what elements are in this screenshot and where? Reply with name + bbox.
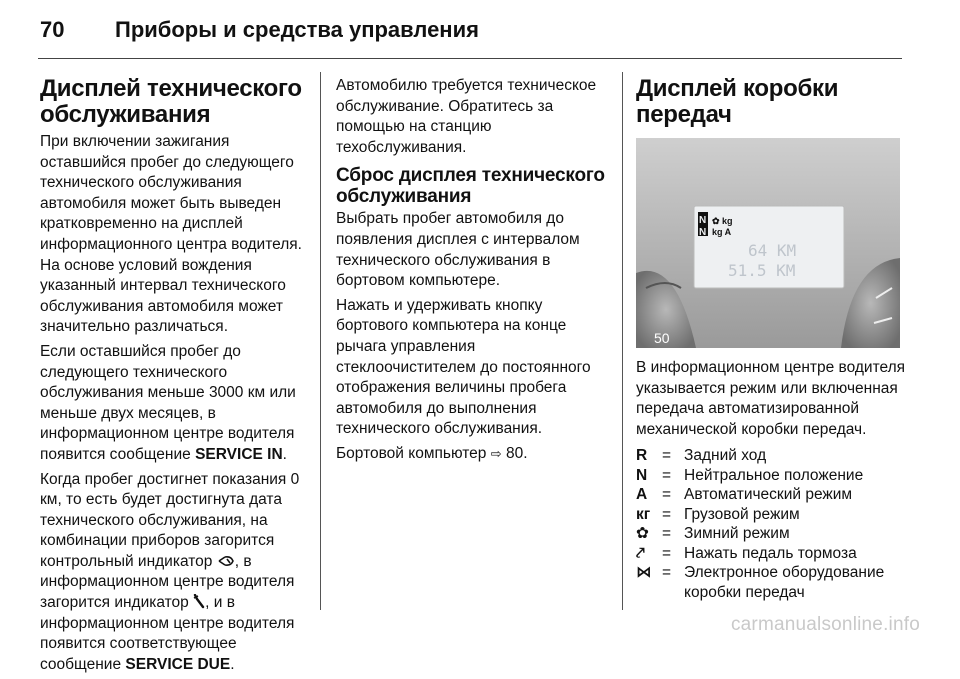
watermark: carmanualsonline.info xyxy=(730,614,920,635)
legend-equals: = xyxy=(662,486,672,504)
legend-equals: = xyxy=(662,505,672,523)
page-number: 70 xyxy=(40,17,65,42)
transmission-electronics-icon: ⋈ xyxy=(636,564,652,582)
page-reference-link[interactable]: 80. xyxy=(505,444,528,462)
legend-symbol: кг xyxy=(636,505,651,523)
svg-text:N: N xyxy=(699,227,707,238)
column-transmission-display xyxy=(636,76,906,602)
header-divider xyxy=(38,58,902,59)
legend-row xyxy=(636,485,906,505)
legend-row xyxy=(636,466,906,486)
display-line-1: 64 КМ xyxy=(748,241,797,260)
paragraph: Автомобилю требуется техническое обслуживание. Обратитесь за помощью на станцию техобслуживания. xyxy=(336,77,597,156)
legend-row xyxy=(636,544,906,564)
gear-legend xyxy=(636,446,906,602)
paragraph: Бортовой компьютер ⇨ 80. xyxy=(336,444,528,462)
legend-symbol: A xyxy=(636,486,648,504)
column-maintenance-reset xyxy=(336,76,606,469)
paragraph: При включении зажигания оставшийся пробег до следующего технического обслуживания автомобиля может быть выведен кратковременно на дисплей информационного центра водителя. На основе условий вождения указанный интервал технического обслуживания автомобиля может значительно различаться. xyxy=(40,133,302,336)
svg-text:N: N xyxy=(699,215,707,226)
legend-row xyxy=(636,505,906,525)
legend-equals: = xyxy=(662,447,672,465)
legend-text: Зимний режим xyxy=(684,525,790,543)
legend-text: Нейтральное положение xyxy=(684,466,864,484)
winter-mode-icon: ✿ xyxy=(636,525,649,543)
legend-equals: = xyxy=(662,564,672,582)
service-wrench-icon xyxy=(217,554,235,568)
paragraph: Нажать и удерживать кнопку бортового компьютера на конце рычага управления стеклоочистителем до постоянного отображения величины пробега автомобиля до выполнения технического обслуживания. xyxy=(336,296,591,438)
page-title: Приборы и средства управления xyxy=(115,17,479,42)
column-divider xyxy=(320,72,321,610)
paragraph: Выбрать пробег автомобиля до появления дисплея с интервалом технического обслуживания в бортовом компьютере. xyxy=(336,210,580,290)
service-in-text: SERVICE IN xyxy=(195,445,283,463)
legend-text: Нажать педаль тормоза xyxy=(684,544,857,562)
section-heading-reset: Сброс дисплея технического обслуживания xyxy=(336,165,605,208)
legend-text: Автоматический режим xyxy=(684,486,853,504)
image-caption: В информационном центре водителя указывается режим или включенная передача автоматизированной механической коробки передач. xyxy=(636,359,906,438)
legend-row xyxy=(636,524,906,544)
instrument-cluster-image xyxy=(636,138,900,348)
section-heading-transmission-display: Дисплей коробки передач xyxy=(636,75,839,128)
legend-text: Грузовой режим xyxy=(684,505,800,523)
legend-equals: = xyxy=(662,544,672,562)
svg-text:✿ kg: ✿ kg xyxy=(712,216,733,226)
paragraph: Когда пробег достигнет показания 0 км, то есть будет достигнута дата технического обслуживания, на комбинации приборов загорится контрольный индикатор , в информационном центре водителя загорится индикатор , и в информационном центре водителя появится соответствующее сообщение SERVICE DUE. xyxy=(40,470,300,673)
legend-equals: = xyxy=(662,525,672,543)
legend-equals: = xyxy=(662,466,672,484)
section-heading-maintenance-display: Дисплей технического обслуживания xyxy=(40,75,302,128)
legend-symbol: N xyxy=(636,466,648,484)
wrench-icon xyxy=(193,594,205,609)
gauge-number: 50 xyxy=(654,330,670,346)
legend-text: Электронное оборудование коробки передач xyxy=(684,564,885,601)
mode-badge-text: kg A xyxy=(712,227,732,237)
paragraph: Если оставшийся пробег до следующего технического обслуживания меньше 3000 км или меньше двух месяцев, в информационном центре водителя появится сообщение SERVICE IN. xyxy=(40,342,296,463)
column-divider xyxy=(622,72,623,610)
legend-row xyxy=(636,446,906,466)
column-maintenance-display xyxy=(40,76,305,679)
legend-row xyxy=(636,563,906,602)
service-due-text: SERVICE DUE xyxy=(125,655,231,673)
page-reference-arrow-icon: ⇨ xyxy=(490,445,502,461)
display-line-2: 51.5 КМ xyxy=(728,261,796,280)
legend-symbol: R xyxy=(636,447,648,465)
brake-pedal-icon: ⤤ xyxy=(636,544,645,562)
legend-text: Задний ход xyxy=(684,447,767,465)
